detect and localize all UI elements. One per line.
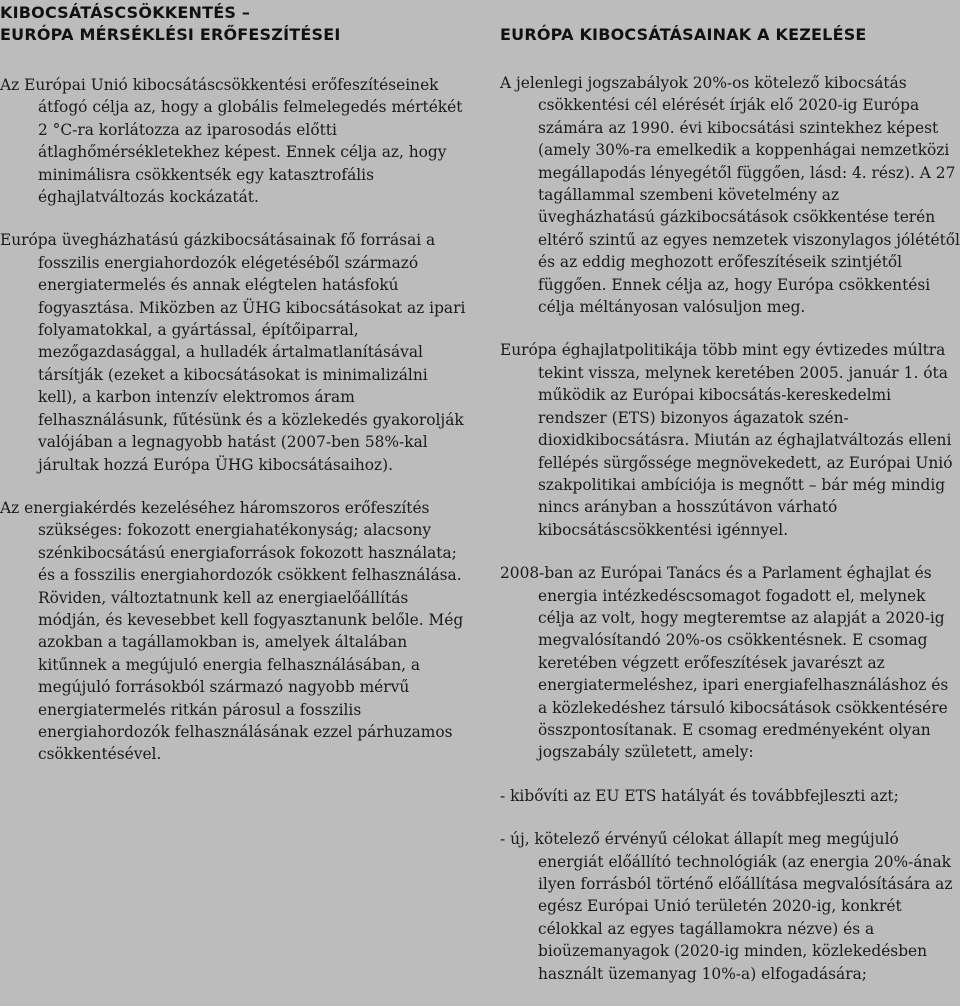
left-paragraph-3: Az energiakérdés kezeléséhez háromszoros erőfeszítés szükséges: fokozott energiahatékonyság; alacsony szénkibocsátású energiaforrások fokozott használata; és a fosszilis energiahordozók csökkent felhasználása. Röviden, változtatnunk kell az energiaelőállítás módján, és kevesebbet kell fogyasztanunk belőle. Még azokban a tagállamokban is, amelyek általában kitűnnek a megújuló energia felhasználásában, a megújuló forrásokból származó nagyobb mérvű energiatermelés ritkán párosul a fosszilis energiahordozók felhasználásának ezzel párhuzamos csökkentésével. bbox=[0, 498, 464, 764]
left-paragraph-1: Az Európai Unió kibocsátáscsökkentési erőfeszítéseinek átfogó célja az, hogy a globális felmelegedés mértékét 2 °C-ra korlátozza az iparosodás előtti átlaghőmérsékletekhez képest. Ennek célja az, hogy minimálisra csökkentsék egy katasztrofális éghajlatváltozás kockázatát. bbox=[0, 76, 463, 207]
left-heading-line-2: EURÓPA MÉRSÉKLÉSI ERŐFESZÍTÉSEI bbox=[0, 25, 341, 44]
right-list-item-2: - új, kötelező érvényű célokat állapít meg megújuló energiát előállító technológiák (az energia 20%-ának ilyen forrásból történő előállítása megvalósítására az egész Európai Unió területén 2020-ig, konkrét célokkal az egyes tagállamokra nézve) és a bioüzemanyagok (2020-ig minden, közlekedésben használt üzemanyag 10%-a) elfogadására; bbox=[500, 830, 953, 983]
right-column bbox=[500, 0, 960, 985]
right-section-heading: EURÓPA KIBOCSÁTÁSAINAK A KEZELÉSE bbox=[500, 25, 867, 44]
right-list-item-1: - kibővíti az EU ETS hatályát és továbbfejleszti azt; bbox=[500, 786, 899, 805]
right-paragraph-1: A jelenlegi jogszabályok 20%-os kötelező kibocsátás csökkentési cél elérését írják elő 2020-ig Európa számára az 1990. évi kibocsátási szintekhez képest (amely 30%-ra emelkedik a koppenhágai nemzetközi megállapodás lényegétől függően, lásd: 4. rész). A 27 tagállammal szembeni követelmény az üvegházhatású gázkibocsátások csökkentése terén eltérő szintű az egyes nemzetek viszonylagos jólététől és az eddig meghozott erőfeszítéseik szintjétől függően. Ennek célja az, hogy Európa csökkentési célja méltányosan valósuljon meg. bbox=[500, 74, 960, 317]
left-section-heading bbox=[0, 0, 470, 46]
left-paragraph-2: Európa üvegházhatású gázkibocsátásainak fő forrásai a fosszilis energiahordozók elégetéséből származó energiatermelés és annak elégtelen hatásfokú fogyasztása. Miközben az ÜHG kibocsátásokat az ipari folyamatokkal, a gyártással, építőiparral, mezőgazdasággal, a hulladék ártalmatlanításával társítják (ezeket a kibocsátásokat is minimalizálni kell), a karbon intenzív elektromos áram felhasználásunk, fűtésünk és a közlekedés gyakorolják valójában a legnagyobb hatást (2007-ben 58%-kal járultak hozzá Európa ÜHG kibocsátásaihoz). bbox=[0, 231, 466, 474]
left-column bbox=[0, 0, 470, 766]
left-heading-line-1: KIBOCSÁTÁSCSÖKKENTÉS – bbox=[0, 3, 251, 22]
right-paragraph-2: Európa éghajlatpolitikája több mint egy évtizedes múltra tekint vissza, melynek keretében 2005. január 1. óta működik az Európai kibocsátás-kereskedelmi rendszer (ETS) bizonyos ágazatok szén-dioxidkibocsátásra. Miután az éghajlatváltozás elleni fellépés sürgőssége megnövekedett, az Európai Unió szakpolitikai ambíciója is megnőtt – bár még mindig nincs arányban a hosszútávon várható kibocsátáscsökkentési igénnyel. bbox=[500, 341, 953, 539]
right-paragraph-3: 2008-ban az Európai Tanács és a Parlament éghajlat és energia intézkedéscsomagot fogadott el, melynek célja az volt, hogy megteremtse az alapját a 2020-ig megvalósítandó 20%-os csökkentésnek. E csomag keretében végzett erőfeszítések javarészt az energiatermeléshez, ipari energiafelhasználáshoz és a közlekedéshez társuló kibocsátások csökkentésére összpontosítanak. E csomag eredményeként olyan jogszabály született, amely: bbox=[500, 564, 949, 762]
